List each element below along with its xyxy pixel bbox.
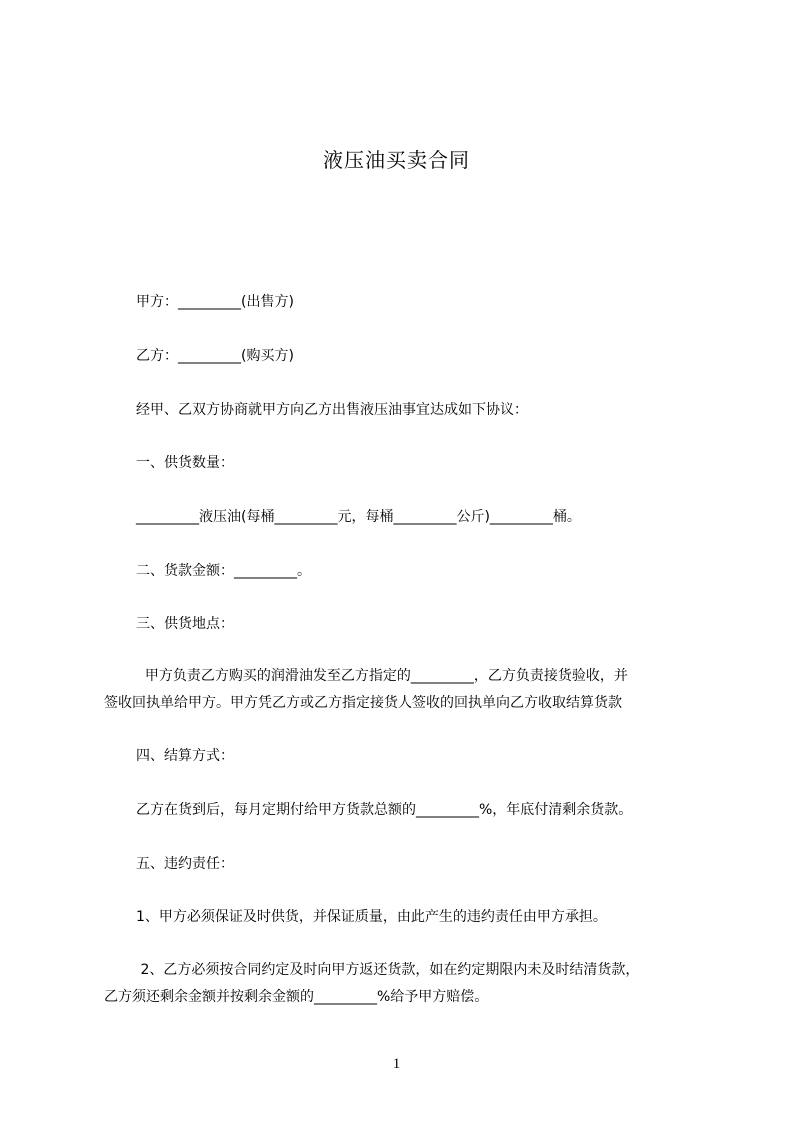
section5-item2-line2: 乙方须还剩余金额并按剩余金额的_________%给予甲方赔偿。 <box>104 989 489 1005</box>
section5-item2-line1: 2、乙方必须按合同约定及时向甲方返还货款，如在约定期限内未及时结清货款， <box>136 962 640 978</box>
party-b-line: 乙方：_________(购买方) <box>136 348 294 364</box>
page-number: 1 <box>392 1056 401 1072</box>
section2-line: 二、货款金额：_________。 <box>136 563 311 579</box>
section3-body-line2: 签收回执单给甲方。甲方凭乙方或乙方指定接货人签收的回执单向乙方收取结算货款 <box>104 695 622 711</box>
section5-heading: 五、违约责任： <box>136 856 234 872</box>
section3-heading: 三、供货地点： <box>136 616 234 632</box>
intro-paragraph: 经甲、乙双方协商就甲方向乙方出售液压油事宜达成如下协议： <box>136 402 528 418</box>
section1-body: _________液压油(每桶_________元，每桶_________公斤)_________桶。 <box>136 509 581 525</box>
section5-item1: 1、甲方必须保证及时供货，并保证质量，由此产生的违约责任由甲方承担。 <box>136 909 607 925</box>
party-a-line: 甲方：_________(出售方) <box>136 294 294 310</box>
section4-body: 乙方在货到后，每月定期付给甲方货款总额的_________%，年底付清剩余货款。 <box>136 802 633 818</box>
section1-heading: 一、供货数量： <box>136 455 234 471</box>
section3-body-line1: 甲方负责乙方购买的润滑油发至乙方指定的_________，乙方负责接货验收，并 <box>136 668 628 684</box>
section4-heading: 四、结算方式： <box>136 748 234 764</box>
document-title: 液压油买卖合同 <box>323 148 470 172</box>
